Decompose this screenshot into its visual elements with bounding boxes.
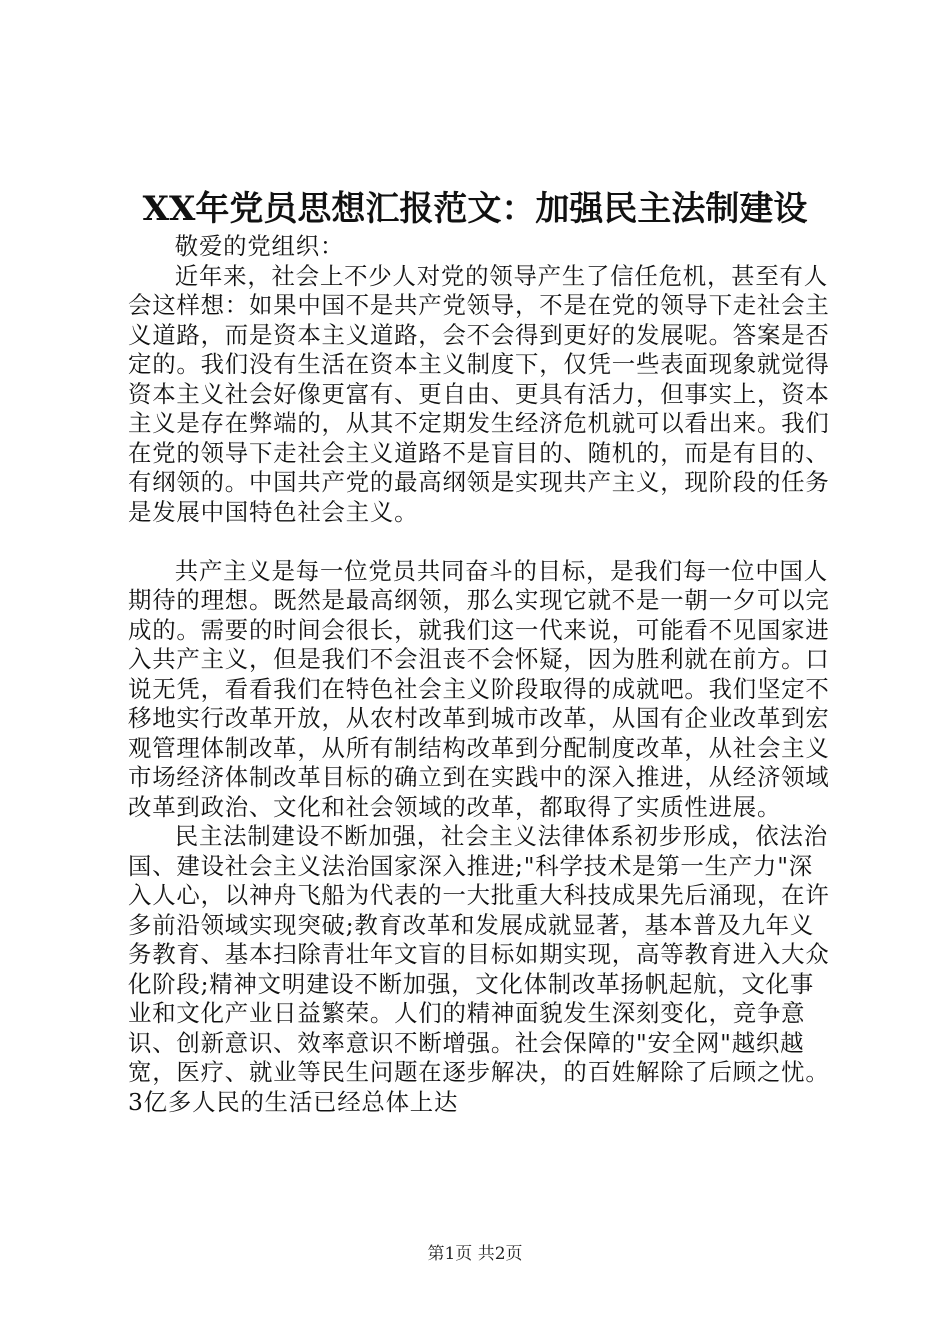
page-number-footer: 第1页 共2页 (427, 1244, 523, 1264)
paragraph: 共产主义是每一位党员共同奋斗的目标，是我们每一位中国人期待的理想。既然是最高纲领，那么实现它就不是一朝一夕可以完成的。需要的时间会很长，就我们这一代来说，可能看不见国家进入共产主义，但是我们不会沮丧不会怀疑，因为胜利就在前方。口说无凭，看看我们在特色社会主义阶段取得的成就吧。我们坚定不移地实行改革开放，从农村改革到城市改革，从国有企业改革到宏观管理体制改革，从所有制结构改革到分配制度改革，从社会主义市场经济体制改革目标的确立到在实践中的深入推进，从经济领域改革到政治、文化和社会领域的改革，都取得了实质性进展。 (128, 556, 830, 821)
paragraph-spacer (128, 527, 832, 557)
document-body (128, 232, 832, 1117)
document-title: XX年党员思想汇报范文：加强民主法制建设 (142, 189, 808, 229)
paragraph: 民主法制建设不断加强，社会主义法律体系初步形成，依法治国、建设社会主义法治国家深入推进;"科学技术是第一生产力"深入人心，以神舟飞船为代表的一大批重大科技成果先后涌现，在许多前沿领域实现突破;教育改革和发展成就显著，基本普及九年义务教育、基本扫除青壮年文盲的目标如期实现，高等教育进入大众化阶段;精神文明建设不断加强，文化体制改革扬帆起航，文化事业和文化产业日益繁荣。人们的精神面貌发生深刻变化，竞争意识、创新意识、效率意识不断增强。社会保障的"安全网"越织越宽，医疗、就业等民生问题在逐步解决，的百姓解除了后顾之忧。3亿多人民的生活已经总体上达 (128, 822, 830, 1116)
salutation: 敬爱的党组织： (174, 232, 345, 260)
paragraph: 近年来，社会上不少人对党的领导产生了信任危机，甚至有人会这样想：如果中国不是共产党领导，不是在党的领导下走社会主义道路，而是资本主义道路，会不会得到更好的发展呢。答案是否定的。我们没有生活在资本主义制度下，仅凭一些表面现象就觉得资本主义社会好像更富有、更自由、更具有活力，但事实上，资本主义是存在弊端的，从其不定期发生经济危机就可以看出来。我们在党的领导下走社会主义道路不是盲目的、随机的，而是有目的、有纲领的。中国共产党的最高纲领是实现共产主义，现阶段的任务是发展中国特色社会主义。 (128, 261, 830, 526)
